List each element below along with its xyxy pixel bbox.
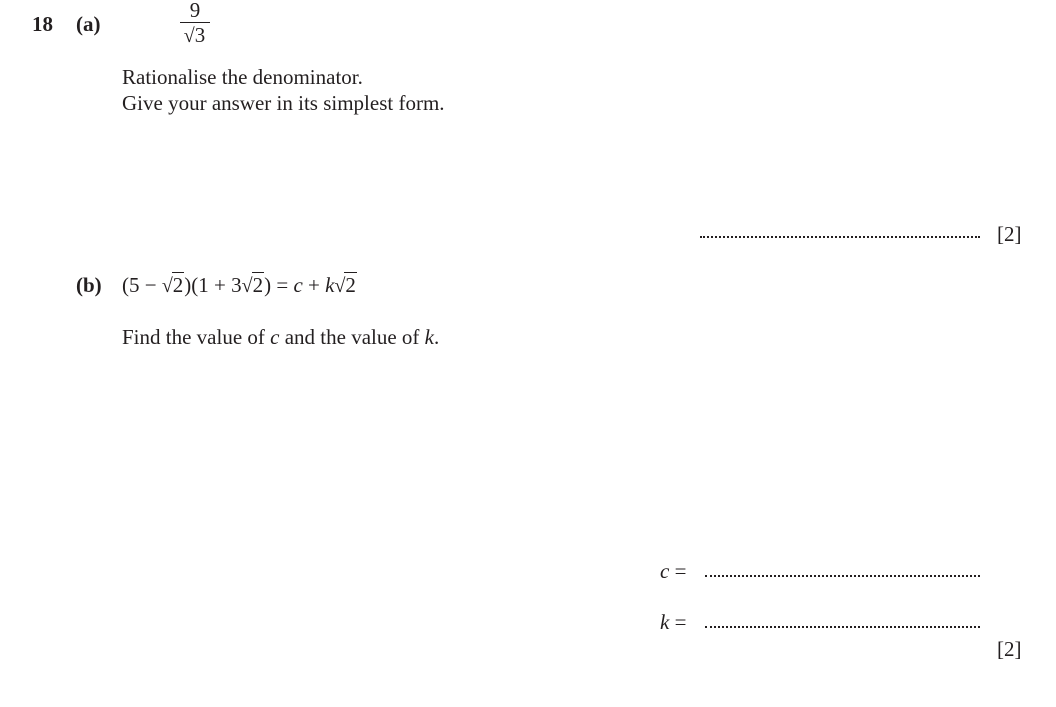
answer-k-label	[660, 609, 686, 635]
equals-sign: =	[669, 559, 687, 583]
instruction-rationalise: Rationalise the denominator.	[122, 65, 363, 89]
prompt-var-k: k	[424, 325, 434, 349]
answer-c-label	[660, 558, 686, 584]
answer-line-a[interactable]	[700, 236, 980, 238]
sqrt-symbol: √	[334, 275, 346, 297]
answer-var-k: k	[660, 610, 670, 634]
prompt-text: and the value of	[279, 325, 425, 349]
radicand: 2	[252, 273, 264, 297]
question-number: 18	[32, 12, 53, 36]
fraction-numerator: 9	[189, 0, 201, 22]
expr-close: ) =	[264, 273, 294, 297]
instruction-simplest-form: Give your answer in its simplest form.	[122, 91, 445, 115]
answer-line-c[interactable]	[705, 575, 980, 577]
radicand: 2	[172, 273, 184, 297]
expr-open: (5 −	[122, 273, 162, 297]
prompt-text: Find the value of	[122, 325, 271, 349]
expr-plus: +	[302, 273, 326, 297]
radicand: 2	[345, 273, 356, 297]
answer-line-k[interactable]	[705, 626, 980, 628]
marks-a: [2]	[997, 222, 1022, 246]
prompt-b	[122, 324, 439, 350]
expr-var-c: c	[293, 273, 303, 297]
prompt-text: .	[434, 325, 440, 349]
fraction-9-over-root-3	[180, 0, 210, 47]
expr-mid: )(1 + 3	[184, 273, 242, 297]
sqrt-symbol: √	[183, 25, 195, 47]
fraction-denominator	[180, 24, 210, 47]
prompt-var-c: c	[270, 325, 280, 349]
radicand: 3	[194, 23, 206, 47]
marks-b: [2]	[997, 637, 1022, 661]
sqrt-symbol: √	[161, 275, 173, 297]
sqrt-symbol: √	[241, 275, 253, 297]
expression-b	[122, 272, 357, 299]
part-a-label: (a)	[76, 12, 101, 36]
answer-var-c: c	[660, 559, 670, 583]
expr-var-k: k	[325, 273, 335, 297]
equals-sign: =	[669, 610, 687, 634]
part-b-label: (b)	[76, 273, 102, 297]
